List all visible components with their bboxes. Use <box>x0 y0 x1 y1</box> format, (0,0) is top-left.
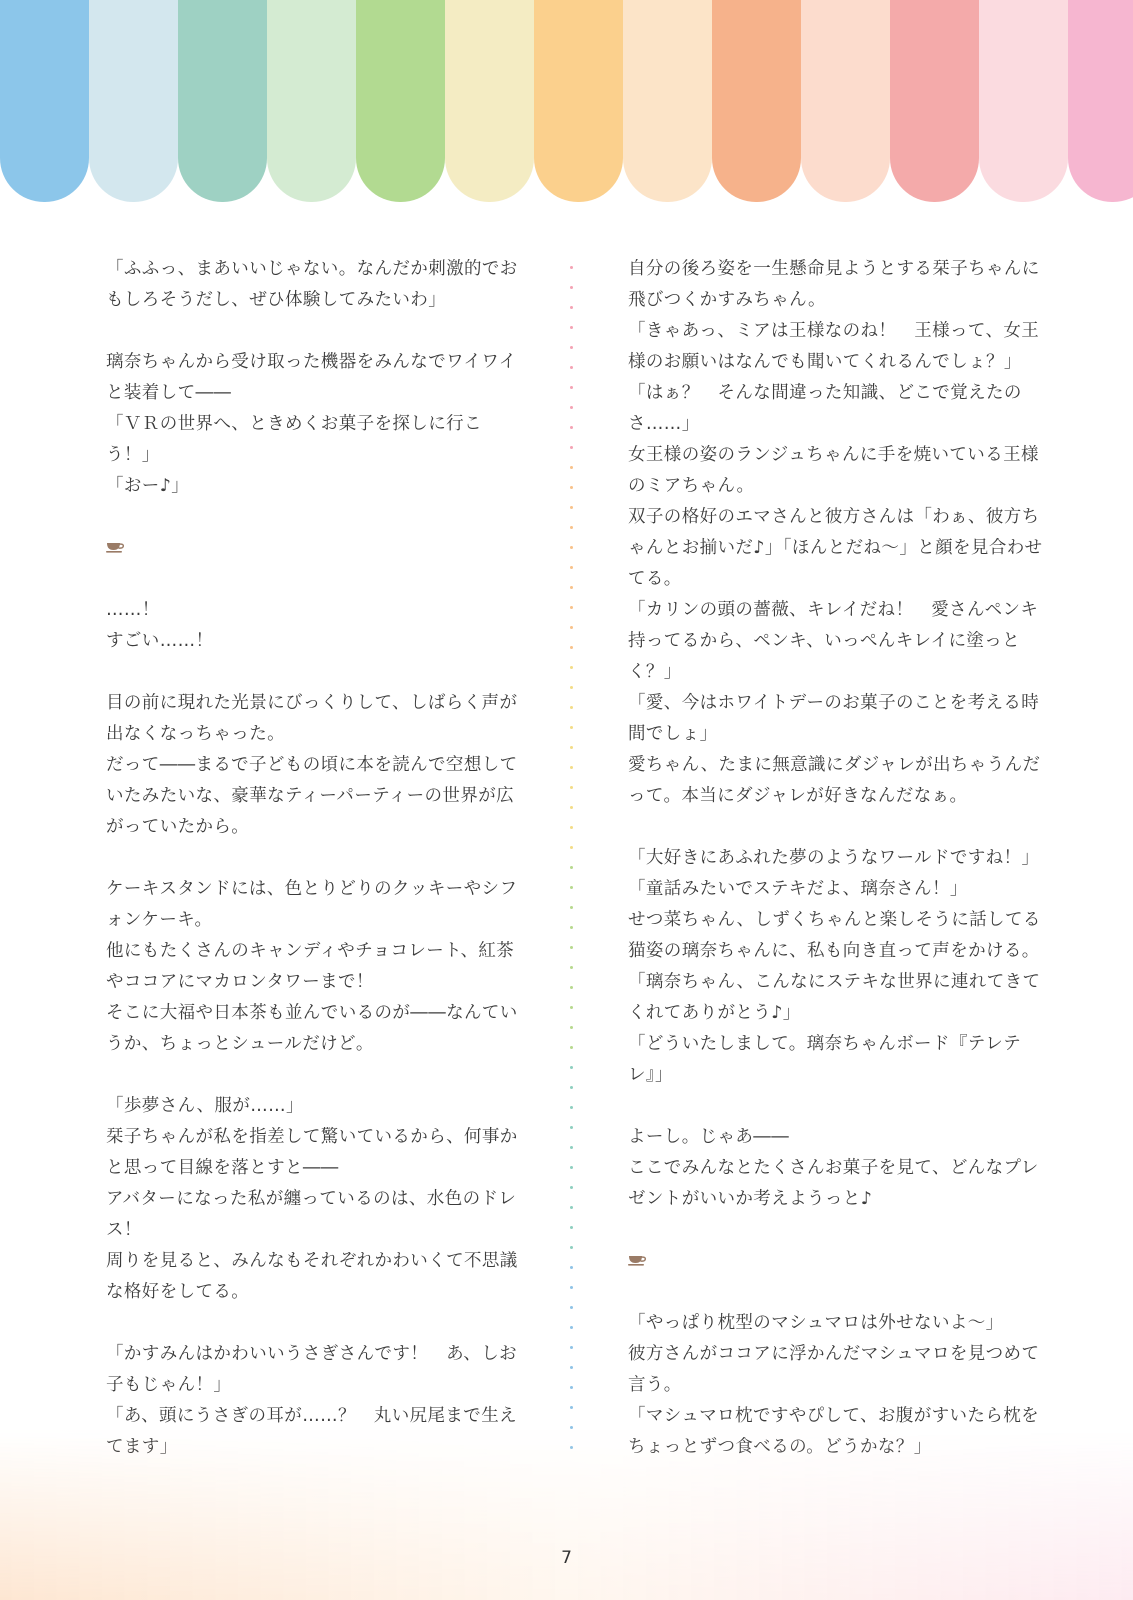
divider-dot <box>570 1186 573 1189</box>
divider-dot <box>570 746 573 749</box>
paragraph: 「歩夢さん、服が……」 <box>106 1096 304 1116</box>
paragraph-spacer <box>106 843 526 874</box>
page-number: 7 <box>561 1548 572 1568</box>
paragraph: 「かすみんはかわいいうさぎさんです！ あ、しお子もじゃん！」 <box>106 1344 517 1395</box>
divider-dot <box>570 506 573 509</box>
paragraph: 璃奈ちゃんから受け取った機器をみんなでワイワイと装着して―― <box>106 352 517 403</box>
divider-dot <box>570 1006 573 1009</box>
divider-dot <box>570 426 573 429</box>
divider-dot <box>570 1286 573 1289</box>
divider-dot <box>570 386 573 389</box>
paragraph: ……！ <box>106 600 160 620</box>
divider-dot <box>570 686 573 689</box>
divider-dot <box>570 866 573 869</box>
paragraph: 「あ、頭にうさぎの耳が……？ 丸い尻尾まで生え <box>106 1406 517 1426</box>
paragraph: 「童話みたいでステキだよ、璃奈さん！」 <box>628 879 968 899</box>
divider-dot <box>570 306 573 309</box>
paragraph-spacer <box>628 1091 1048 1122</box>
divider-dot <box>570 1066 573 1069</box>
awning-stripe <box>623 0 712 202</box>
paragraph: 「やっぱり枕型のマシュマロは外せないよ〜」 <box>628 1313 1004 1333</box>
divider-dot <box>570 1166 573 1169</box>
divider-dot <box>570 446 573 449</box>
divider-dot <box>570 666 573 669</box>
divider-dot <box>570 1086 573 1089</box>
awning-stripe <box>979 0 1068 202</box>
divider-dot <box>570 546 573 549</box>
paragraph-spacer <box>628 812 1048 843</box>
divider-dot <box>570 486 573 489</box>
divider-dot <box>570 1106 573 1109</box>
paragraph: 目の前に現れた光景にびっくりして、しばらく声が出なくなっちゃった。 <box>106 693 518 744</box>
divider-dot <box>570 566 573 569</box>
paragraph-spacer <box>628 1215 1048 1246</box>
scene-break <box>628 1246 1048 1277</box>
scene-break <box>106 533 526 564</box>
paragraph-spacer <box>106 502 526 533</box>
teacup-icon <box>628 1246 648 1277</box>
paragraph: せつ菜ちゃん、しずくちゃんと楽しそうに話してる猫姿の璃奈ちゃんに、私も向き直って声をかける。 <box>628 910 1041 961</box>
divider-dot <box>570 1246 573 1249</box>
paragraph: 「璃奈ちゃん、こんなにステキな世界に連れてきてくれてありがとう♪」 <box>628 972 1041 1023</box>
awning-stripe <box>534 0 623 202</box>
paragraph-spacer <box>106 1308 526 1339</box>
divider-dot <box>570 1146 573 1149</box>
divider-dot <box>570 826 573 829</box>
divider-dot <box>570 726 573 729</box>
paragraph-spacer <box>628 1277 1048 1308</box>
paragraph: 「大好きにあふれた夢のようなワールドですね！」 <box>628 848 1040 868</box>
awning-stripe <box>267 0 356 202</box>
divider-dot <box>570 1386 573 1389</box>
divider-dot <box>570 626 573 629</box>
paragraph: 「ふふっ、まあいいじゃない。なんだか刺激的でおもしろそうだし、ぜひ体験してみたいわ」 <box>106 259 518 310</box>
divider-dot <box>570 806 573 809</box>
divider-dot <box>570 646 573 649</box>
paragraph: 「おー♪」 <box>106 476 190 496</box>
divider-dot <box>570 766 573 769</box>
awning-stripe <box>356 0 445 202</box>
divider-dot <box>570 466 573 469</box>
awning-stripe <box>890 0 979 202</box>
paragraph-spacer <box>106 316 526 347</box>
divider-dot <box>570 326 573 329</box>
paragraph: だって――まるで子どもの頃に本を読んで空想していたみたいな、豪華なティーパーティーの世界が広がっていたから。 <box>106 755 518 837</box>
awning-stripe <box>801 0 890 202</box>
divider-dot <box>570 366 573 369</box>
paragraph: よーし。じゃあ―― <box>628 1127 790 1147</box>
paragraph: 自分の後ろ姿を一生懸命見ようとする栞子ちゃんに飛びつくかすみちゃん。 <box>628 259 1040 310</box>
divider-dot <box>570 1226 573 1229</box>
paragraph: 女王様の姿のランジュちゃんに手を焼いている王様のミアちゃん。 <box>628 445 1039 496</box>
divider-dot <box>570 786 573 789</box>
divider-dot <box>570 346 573 349</box>
dotted-divider <box>569 266 575 1436</box>
divider-dot <box>570 286 573 289</box>
paragraph: 双子の格好のエマさんと彼方さんは「わぁ、彼方ちゃんとお揃いだ♪」「ほんとだね〜」と顔を見合わせてる。 <box>628 507 1043 589</box>
divider-dot <box>570 906 573 909</box>
divider-dot <box>570 846 573 849</box>
paragraph: 「カリンの頭の薔薇、キレイだね！ 愛さんペンキ持ってるから、ペンキ、いっぺんキレイに塗っとく？」 <box>628 600 1039 682</box>
divider-dot <box>570 1026 573 1029</box>
paragraph: すごい……！ <box>106 631 214 651</box>
paragraph: 「きゃあっ、ミアは王様なのね！ 王様って、女王様のお願いはなんでも聞いてくれるんでしょ？」 <box>628 321 1040 372</box>
paragraph: 「はぁ？ そんな間違った知識、どこで覚えたのさ……」 <box>628 383 1022 434</box>
divider-dot <box>570 886 573 889</box>
divider-dot <box>570 1046 573 1049</box>
paragraph: アバターになった私が纏っているのは、水色のドレス！ <box>106 1189 517 1240</box>
paragraph: 彼方さんがココアに浮かんだマシュマロを見つめて言う。 <box>628 1344 1040 1395</box>
paragraph: 「マシュマロ枕ですやぴして、お腹がすいたら枕を <box>628 1406 1039 1426</box>
divider-dot <box>570 586 573 589</box>
divider-dot <box>570 1346 573 1349</box>
paragraph-spacer <box>106 657 526 688</box>
divider-dot <box>570 1206 573 1209</box>
paragraph: 周りを見ると、みんなもそれぞれかわいくて不思議な格好をしてる。 <box>106 1251 518 1302</box>
text-column-left <box>106 254 526 1463</box>
paragraph: ここでみんなとたくさんお菓子を見て、どんなプレゼントがいいか考えようっと♪ <box>628 1158 1039 1209</box>
awning-stripe <box>178 0 267 202</box>
paragraph: 他にもたくさんのキャンディやチョコレート、紅茶やココアにマカロンタワーまで！ <box>106 941 515 992</box>
divider-dot <box>570 606 573 609</box>
paragraph: 「どういたしまして。璃奈ちゃんボード『テレテレ』」 <box>628 1034 1022 1085</box>
teacup-icon <box>106 533 126 564</box>
awning-stripe <box>0 0 89 202</box>
divider-dot <box>570 706 573 709</box>
footer-gradient <box>0 1430 1133 1600</box>
awning-stripe <box>1068 0 1133 202</box>
divider-dot <box>570 1326 573 1329</box>
divider-dot <box>570 266 573 269</box>
divider-dot <box>570 986 573 989</box>
divider-dot <box>570 946 573 949</box>
awning-stripe <box>89 0 178 202</box>
paragraph: ケーキスタンドには、色とりどりのクッキーやシフォンケーキ。 <box>106 879 518 930</box>
divider-dot <box>570 1366 573 1369</box>
paragraph: 愛ちゃん、たまに無意識にダジャレが出ちゃうんだって。本当にダジャレが好きなんだなぁ。 <box>628 755 1041 806</box>
divider-dot <box>570 1406 573 1409</box>
awning-stripe <box>712 0 801 202</box>
text-column-right <box>628 254 1048 1463</box>
divider-dot <box>570 966 573 969</box>
paragraph: 「ＶＲの世界へ、ときめくお菓子を探しに行こう！」 <box>106 414 482 465</box>
divider-dot <box>570 406 573 409</box>
divider-dot <box>570 1126 573 1129</box>
paragraph-spacer <box>106 1060 526 1091</box>
divider-dot <box>570 1426 573 1429</box>
awning-stripe <box>445 0 534 202</box>
awning-header <box>0 0 1133 205</box>
divider-dot <box>570 526 573 529</box>
divider-dot <box>570 1306 573 1309</box>
divider-dot <box>570 1266 573 1269</box>
paragraph-spacer <box>106 564 526 595</box>
paragraph: 「愛、今はホワイトデーのお菓子のことを考える時間でしょ」 <box>628 693 1040 744</box>
paragraph: 栞子ちゃんが私を指差して驚いているから、何事かと思って目線を落とすと―― <box>106 1127 518 1178</box>
divider-dot <box>570 926 573 929</box>
paragraph: そこに大福や日本茶も並んでいるのが――なんていうか、ちょっとシュールだけど。 <box>106 1003 518 1054</box>
